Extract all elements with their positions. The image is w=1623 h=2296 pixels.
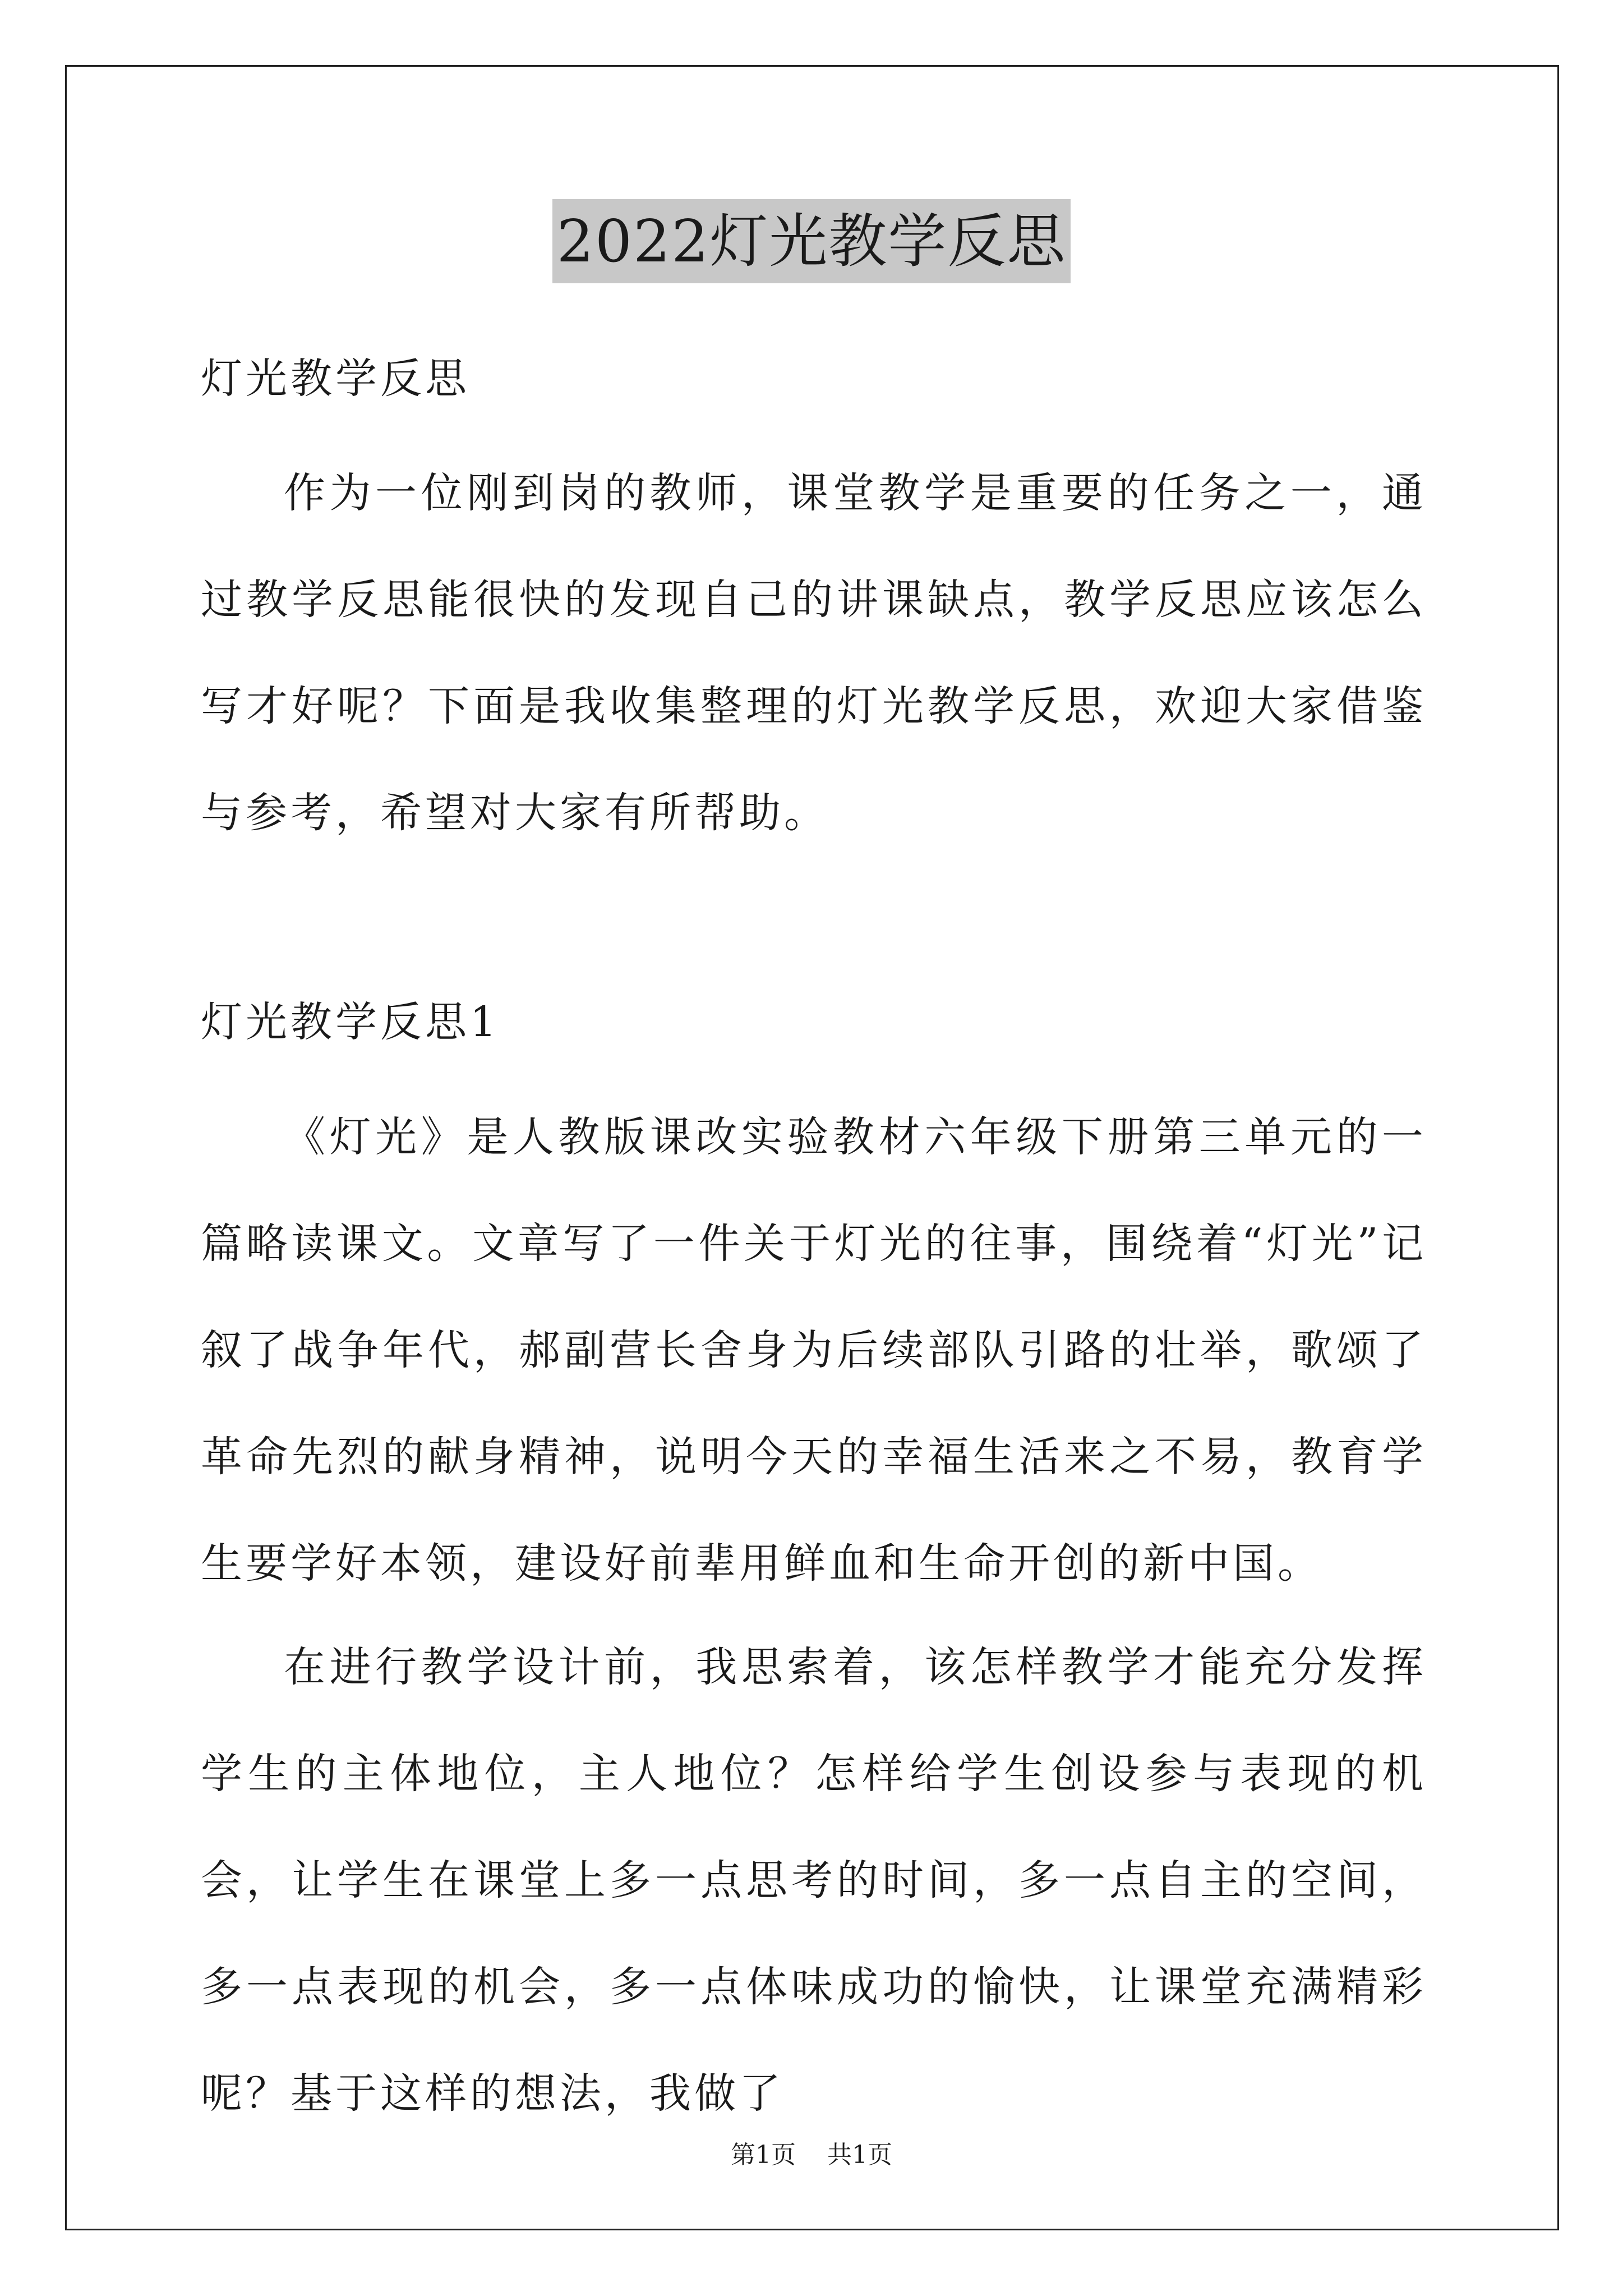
intro-heading: 灯光教学反思 [201,355,470,403]
body-paragraph-2: 在进行教学设计前，我思索着，该怎样教学才能充分发挥学生的主体地位，主人地位？怎样给学生创设参与表现的机会，让学生在课堂上多一点思考的时间，多一点自主的空间，多一点表现的机会，多一点体味成功的愉快，让课堂充满精彩呢？基于这样的想法，我做了 [201,1643,1427,2118]
title-container [0,199,1623,283]
page-number: 第1页 [731,2141,796,2169]
body-paragraph-1: 《灯光》是人教版课改实验教材六年级下册第三单元的一篇略读课文。文章写了一件关于灯光的往事，围绕着“灯光”记叙了战争年代，郝副营长舍身为后续部队引路的壮举，歌颂了革命先烈的献身精神，说明今天的幸福生活来之不易，教育学生要学好本领，建设好前辈用鲜血和生命开创的新中国。 [201,1113,1427,1588]
page-footer [0,2138,1623,2172]
section-heading: 灯光教学反思1 [201,998,500,1046]
page-total: 共1页 [827,2141,892,2169]
intro-paragraph: 作为一位刚到岗的教师，课堂教学是重要的任务之一，通过教学反思能很快的发现自己的讲课缺点，教学反思应该怎么写才好呢？下面是我收集整理的灯光教学反思，欢迎大家借鉴与参考，希望对大家有所帮助。 [201,469,1427,837]
document-title: 2022灯光教学反思 [552,199,1071,283]
